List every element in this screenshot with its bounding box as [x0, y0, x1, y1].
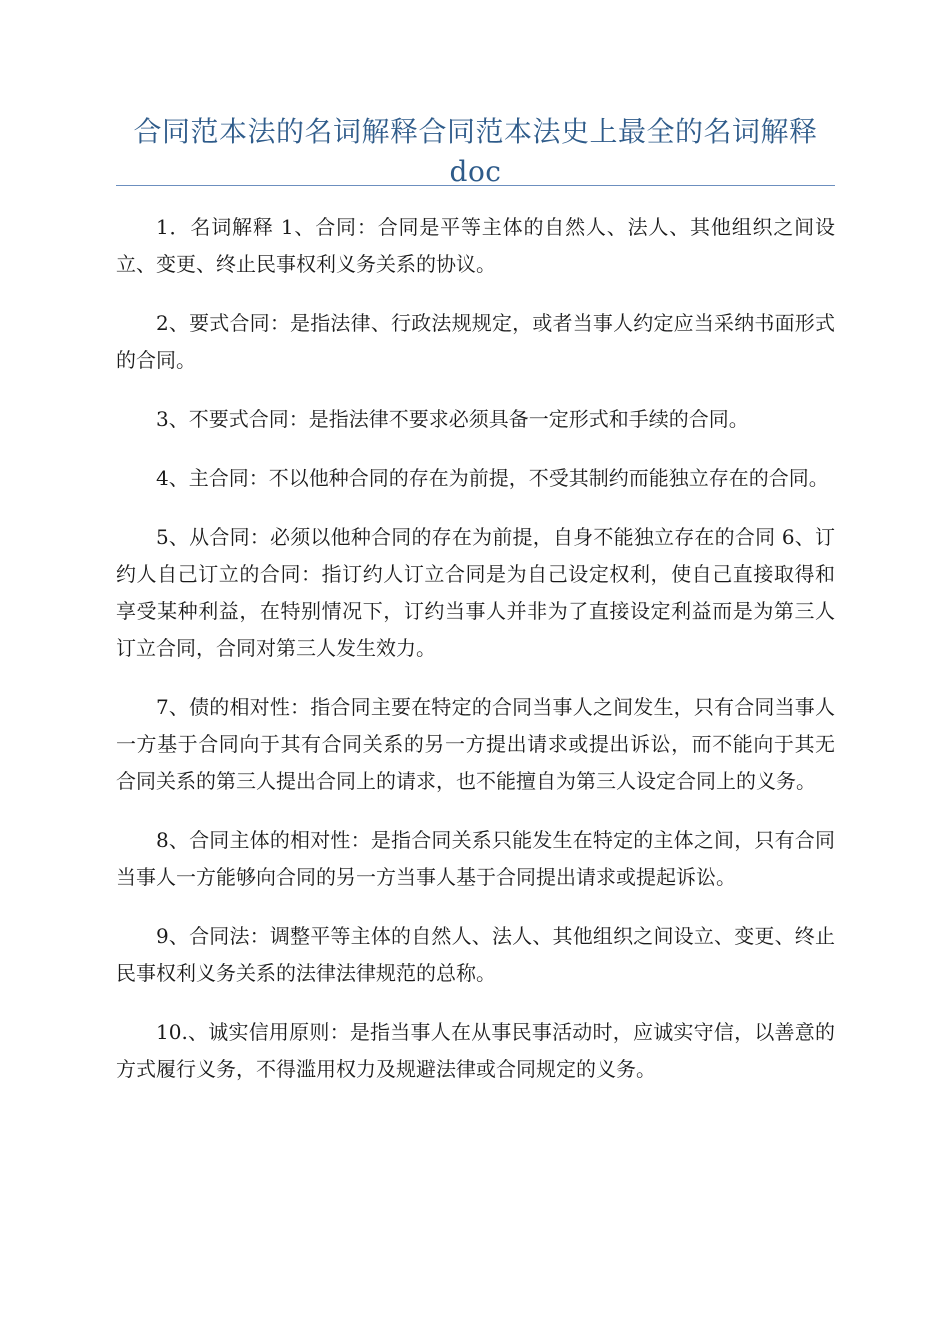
paragraph-5: 5、从合同：必须以他种合同的存在为前提，自身不能独立存在的合同 6、订约人自己订立的合同：指订约人订立合同是为自己设定权利，使自己直接取得和享受某种利益，在特别情况下，订约当事人并非为了直接设定利益而是为第三人订立合同，合同对第三人发生效力。 — [116, 525, 835, 660]
document-title: 合同范本法的名词解释合同范本法史上最全的名词解释doc — [133, 115, 818, 188]
paragraph-3: 3、不要式合同：是指法律不要求必须具备一定形式和手续的合同。 — [156, 407, 749, 431]
paragraph-9: 10.、诚实信用原则：是指当事人在从事民事活动时，应诚实守信，以善意的方式履行义务，不得滥用权力及规避法律或合同规定的义务。 — [116, 1020, 835, 1081]
paragraph-1: 1．名词解释 1、合同：合同是平等主体的自然人、法人、其他组织之间设立、变更、终止民事权利义务关系的协议。 — [116, 215, 835, 276]
paragraph-7: 8、合同主体的相对性：是指合同关系只能发生在特定的主体之间，只有合同当事人一方能够向合同的另一方当事人基于合同提出请求或提起诉讼。 — [116, 828, 835, 889]
document-body — [116, 209, 835, 1110]
title-divider — [116, 185, 835, 186]
paragraph-2: 2、要式合同：是指法律、行政法规规定，或者当事人约定应当采纳书面形式的合同。 — [116, 311, 835, 372]
paragraph-8: 9、合同法：调整平等主体的自然人、法人、其他组织之间设立、变更、终止民事权利义务关系的法律法律规范的总称。 — [116, 924, 835, 985]
paragraph-6: 7、债的相对性：指合同主要在特定的合同当事人之间发生，只有合同当事人一方基于合同向于其有合同关系的另一方提出请求或提出诉讼，而不能向于其无合同关系的第三人提出合同上的请求，也不能擅自为第三人设定合同上的义务。 — [116, 695, 835, 793]
paragraph-4: 4、主合同：不以他种合同的存在为前提，不受其制约而能独立存在的合同。 — [156, 466, 829, 490]
